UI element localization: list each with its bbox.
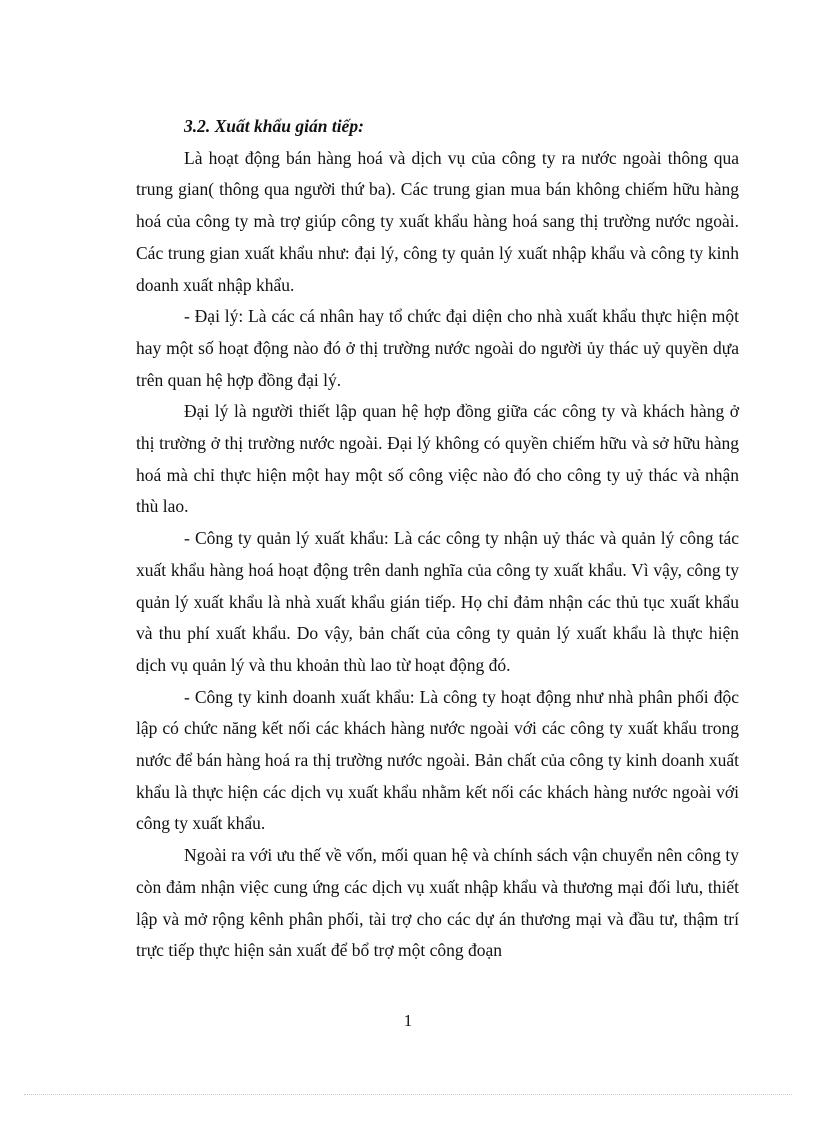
- paragraph-indirect-export: Là hoạt động bán hàng hoá và dịch vụ của công ty ra nước ngoài thông qua trung gian( thông qua người thứ ba). Các trung gian mua bán không chiếm hữu hàng hoá của công ty mà trợ giúp công ty xuất khẩu hàng hoá sang thị trường nước ngoài. Các trung gian xuất khẩu như: đại lý, công ty quản lý xuất nhập khẩu và công ty kinh doanh xuất nhập khẩu.: [136, 147, 739, 295]
- document-body: [136, 111, 739, 967]
- paragraph-export-trading-company: - Công ty kinh doanh xuất khẩu: Là công ty hoạt động như nhà phân phối độc lập có chức năng kết nối các khách hàng nước ngoài với các công ty xuất khẩu trong nước để bán hàng hoá ra thị trường nước ngoài. Bản chất của công ty kinh doanh xuất khẩu là thực hiện các dịch vụ xuất khẩu nhằm kết nối các khách hàng nước ngoài với công ty xuất khẩu.: [136, 686, 739, 834]
- page-bottom-edge: [24, 1094, 792, 1095]
- paragraph-additional-services: Ngoài ra với ưu thế về vốn, mối quan hệ và chính sách vận chuyển nên công ty còn đảm nhận việc cung ứng các dịch vụ xuất nhập khẩu và thương mại đối lưu, thiết lập và mở rộng kênh phân phối, tài trợ cho các dự án thương mại và đầu tư, thậm trí trực tiếp thực hiện sản xuất để bổ trợ một công đoạn: [136, 845, 739, 961]
- paragraph-export-management-company: - Công ty quản lý xuất khẩu: Là các công ty nhận uỷ thác và quản lý công tác xuất khẩu hàng hoá hoạt động trên danh nghĩa của công ty xuất khẩu. Vì vậy, công ty quản lý xuất khẩu là nhà xuất khẩu gián tiếp. Họ chỉ đảm nhận các thủ tục xuất khẩu và thu phí xuất khẩu. Do vậy, bản chất của công ty quản lý xuất khẩu là thực hiện dịch vụ quản lý và thu khoản thù lao từ hoạt động đó.: [136, 528, 739, 675]
- section-heading: 3.2. Xuất khẩu gián tiếp:: [184, 116, 364, 136]
- page-number: 1: [403, 1011, 413, 1030]
- paragraph-agent: - Đại lý: Là các cá nhân hay tổ chức đại diện cho nhà xuất khẩu thực hiện một hay một số hoạt động nào đó ở thị trường nước ngoài do người ủy thác uỷ quyền dựa trên quan hệ hợp đồng đại lý.: [136, 306, 739, 390]
- paragraph-agent-role: Đại lý là người thiết lập quan hệ hợp đồng giữa các công ty và khách hàng ở thị trường ở thị trường nước ngoài. Đại lý không có quyền chiếm hữu và sở hữu hàng hoá mà chỉ thực hiện một hay một số công việc nào đó cho công ty uỷ thác và nhận thù lao.: [136, 401, 739, 517]
